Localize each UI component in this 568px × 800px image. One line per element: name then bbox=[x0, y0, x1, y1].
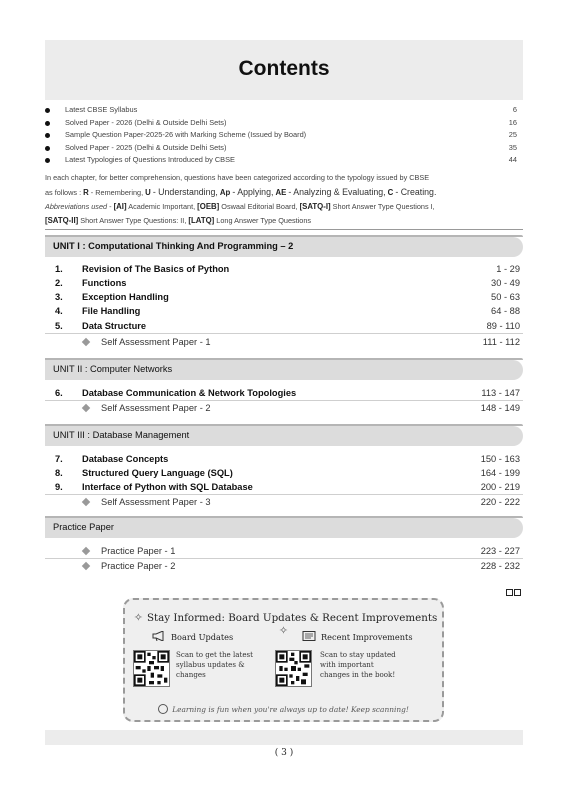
chapter-pages: 164 - 199 bbox=[480, 468, 520, 478]
chapter-title: File Handling bbox=[82, 306, 141, 316]
board-updates-heading bbox=[152, 631, 233, 642]
intro-item-label: Solved Paper - 2025 (Delhi & Outside Delhi Sets) bbox=[65, 142, 227, 152]
toc-row[interactable] bbox=[45, 262, 523, 276]
bullet-icon bbox=[45, 158, 50, 163]
footer-band bbox=[45, 730, 523, 745]
recent-improvements-heading bbox=[302, 631, 413, 642]
self-assessment-pages: 111 - 112 bbox=[482, 337, 520, 347]
chapter-title: Functions bbox=[82, 278, 127, 288]
note-text-u: - Understanding, bbox=[152, 187, 218, 197]
chapter-number: 3. bbox=[55, 292, 63, 302]
self-assessment-pages: 220 - 222 bbox=[480, 497, 520, 507]
intro-item-page: 35 bbox=[508, 142, 517, 152]
intro-item-label: Solved Paper - 2026 (Delhi & Outside Delhi Sets) bbox=[65, 117, 227, 127]
chapter-pages: 89 - 110 bbox=[486, 321, 520, 331]
intro-item-label: Sample Question Paper-2025-26 with Marking Scheme (Issued by Board) bbox=[65, 130, 307, 140]
intro-item[interactable] bbox=[45, 142, 523, 155]
note-code-latq: [LATQ] bbox=[188, 216, 215, 225]
toc-divider bbox=[45, 333, 523, 334]
page-number: ( 3 ) bbox=[274, 748, 294, 758]
intro-item-page: 6 bbox=[512, 105, 517, 114]
corner-squares-icon bbox=[506, 583, 524, 591]
diamond-bullet-icon bbox=[82, 498, 90, 506]
note-divider bbox=[45, 229, 523, 230]
chapter-number: 5. bbox=[55, 321, 63, 331]
intro-item[interactable] bbox=[45, 117, 523, 130]
chapter-number: 4. bbox=[55, 306, 63, 316]
note-line-1: In each chapter, for better comprehension, questions have been categorized according to the typology issued by CBSE bbox=[45, 173, 430, 182]
chapter-title: Interface of Python with SQL Database bbox=[82, 482, 253, 492]
note-text-oeb: Oswaal Editorial Board, bbox=[221, 202, 298, 211]
chapter-number: 2. bbox=[55, 278, 63, 288]
practice-paper-title: Practice Paper - 1 bbox=[101, 546, 176, 556]
note-abbrev-label: Abbreviations used bbox=[45, 202, 108, 211]
self-assessment-title: Self Assessment Paper - 1 bbox=[101, 337, 211, 347]
chapter-pages: 200 - 219 bbox=[480, 482, 520, 492]
chapter-title: Exception Handling bbox=[82, 292, 169, 302]
unit-title: UNIT II : Computer Networks bbox=[53, 364, 173, 374]
note-code-satq2: [SATQ-II] bbox=[45, 216, 79, 225]
promo-footer-text: Learning is fun when you're always up to date! Keep scanning! bbox=[172, 705, 409, 714]
note-line-3: Abbreviations used - [AI] Academic Important, [OEB] Oswaal Editorial Board, [SATQ-I] Short Answer Type Questions I, bbox=[45, 202, 435, 211]
note-line-2 bbox=[45, 185, 523, 200]
chapter-number: 7. bbox=[55, 454, 63, 464]
practice-title: Practice Paper bbox=[53, 522, 114, 532]
chapter-pages: 30 - 49 bbox=[491, 278, 520, 288]
page-title: Contents bbox=[238, 57, 330, 80]
note-text-c: - Creating. bbox=[395, 187, 437, 197]
practice-row[interactable] bbox=[45, 559, 523, 573]
bullet-icon bbox=[45, 146, 50, 151]
note-text-ae: - Analyzing & Evaluating, bbox=[288, 187, 386, 197]
self-assessment-row[interactable] bbox=[45, 495, 523, 509]
chapter-number: 1. bbox=[55, 264, 63, 274]
recent-improvements-text: Scan to stay updated with important changes in the book! bbox=[320, 650, 396, 679]
toc-row[interactable] bbox=[45, 386, 523, 400]
intro-item-page: 25 bbox=[508, 130, 517, 140]
chapter-title: Data Structure bbox=[82, 321, 147, 331]
toc-row[interactable] bbox=[45, 290, 523, 304]
promo-footer bbox=[125, 704, 442, 714]
diamond-bullet-icon bbox=[82, 404, 90, 412]
bullet-icon bbox=[45, 108, 50, 113]
chapter-pages: 1 - 29 bbox=[496, 264, 520, 274]
note-code-ae: AE bbox=[275, 188, 287, 197]
unit-header-2 bbox=[45, 360, 523, 380]
note-code-r: R bbox=[83, 188, 89, 197]
toc-row[interactable] bbox=[45, 319, 523, 333]
recent-improvements-label: Recent Improvements bbox=[321, 632, 413, 642]
intro-item-page: 16 bbox=[508, 117, 517, 127]
chapter-title: Structured Query Language (SQL) bbox=[82, 468, 233, 478]
note-code-ai: [AI] bbox=[113, 202, 127, 211]
diamond-bullet-icon bbox=[82, 562, 90, 570]
toc-row[interactable] bbox=[45, 480, 523, 494]
note-code-satq1: [SATQ-I] bbox=[299, 202, 331, 211]
practice-paper-pages: 228 - 232 bbox=[480, 561, 520, 571]
diamond-bullet-icon bbox=[82, 547, 90, 555]
bullet-icon bbox=[45, 133, 50, 138]
chapter-title: Revision of The Basics of Python bbox=[82, 264, 230, 274]
chapter-pages: 113 - 147 bbox=[481, 388, 520, 398]
note-text-satq1: Short Answer Type Questions I, bbox=[332, 202, 435, 211]
chapter-number: 6. bbox=[55, 388, 63, 398]
self-assessment-pages: 148 - 149 bbox=[480, 403, 520, 413]
unit-header-3 bbox=[45, 426, 523, 446]
intro-item-label: Latest Typologies of Questions Introduced by CBSE bbox=[65, 155, 235, 165]
self-assessment-title: Self Assessment Paper - 2 bbox=[101, 403, 211, 413]
self-assessment-title: Self Assessment Paper - 3 bbox=[101, 497, 211, 507]
intro-item-page: 44 bbox=[508, 155, 517, 165]
note-code-c: C bbox=[387, 188, 394, 197]
board-updates-label: Board Updates bbox=[171, 632, 234, 642]
qr-code-recent-improvements[interactable] bbox=[275, 650, 312, 687]
note-code-u: U bbox=[145, 188, 151, 197]
typology-note bbox=[45, 171, 523, 228]
unit-header-1 bbox=[45, 237, 523, 257]
self-assessment-row[interactable] bbox=[45, 335, 523, 349]
intro-item[interactable] bbox=[45, 104, 523, 117]
smile-icon bbox=[158, 704, 168, 714]
note-text-latq: Long Answer Type Questions bbox=[216, 216, 312, 225]
megaphone-icon bbox=[152, 631, 166, 641]
intro-item-label: Latest CBSE Syllabus bbox=[65, 105, 138, 114]
note-as-follows: as follows : bbox=[45, 188, 82, 197]
chapter-title: Database Concepts bbox=[82, 454, 169, 464]
note-text-ai: Academic Important, bbox=[128, 202, 196, 211]
qr-code-icon bbox=[276, 651, 311, 686]
chapter-pages: 150 - 163 bbox=[480, 454, 520, 464]
qr-code-board-updates[interactable] bbox=[133, 650, 170, 687]
toc-row[interactable] bbox=[45, 276, 523, 290]
chapter-pages: 50 - 63 bbox=[491, 292, 520, 302]
promo-title: Stay Informed: Board Updates & Recent Improvements bbox=[146, 612, 438, 624]
toc-row[interactable] bbox=[45, 304, 523, 318]
board-updates-text: Scan to get the latest syllabus updates & changes bbox=[176, 650, 254, 679]
note-text-r: - Remembering, bbox=[90, 188, 144, 197]
note-code-oeb: [OEB] bbox=[197, 202, 220, 211]
chapter-title: Database Communication & Network Topologies bbox=[82, 388, 297, 398]
practice-header bbox=[45, 518, 523, 538]
chapter-number: 9. bbox=[55, 482, 63, 492]
practice-row[interactable] bbox=[45, 544, 523, 558]
practice-paper-title: Practice Paper - 2 bbox=[101, 561, 176, 571]
note-line-4 bbox=[45, 214, 523, 228]
note-text-satq2: Short Answer Type Questions: II, bbox=[80, 216, 187, 225]
unit-title: UNIT I : Computational Thinking And Programming – 2 bbox=[53, 241, 294, 251]
intro-item[interactable] bbox=[45, 129, 523, 142]
self-assessment-row[interactable] bbox=[45, 401, 523, 415]
bullet-icon bbox=[45, 121, 50, 126]
intro-item[interactable] bbox=[45, 154, 523, 167]
toc-row[interactable] bbox=[45, 452, 523, 466]
sparkle-icon: ✧ bbox=[133, 611, 143, 624]
unit-title: UNIT III : Database Management bbox=[53, 430, 190, 440]
intro-list bbox=[45, 104, 523, 167]
chapter-pages: 64 - 88 bbox=[491, 306, 520, 316]
note-code-ap: Ap bbox=[219, 188, 231, 197]
sparkle-icon: ✧ bbox=[278, 624, 289, 637]
chapter-number: 8. bbox=[55, 468, 63, 478]
list-icon bbox=[302, 631, 316, 641]
diamond-bullet-icon bbox=[82, 338, 90, 346]
promo-box bbox=[123, 598, 444, 722]
toc-row[interactable] bbox=[45, 466, 523, 480]
note-text-ap: - Applying, bbox=[232, 187, 274, 197]
qr-code-icon bbox=[134, 651, 169, 686]
practice-paper-pages: 223 - 227 bbox=[480, 546, 520, 556]
